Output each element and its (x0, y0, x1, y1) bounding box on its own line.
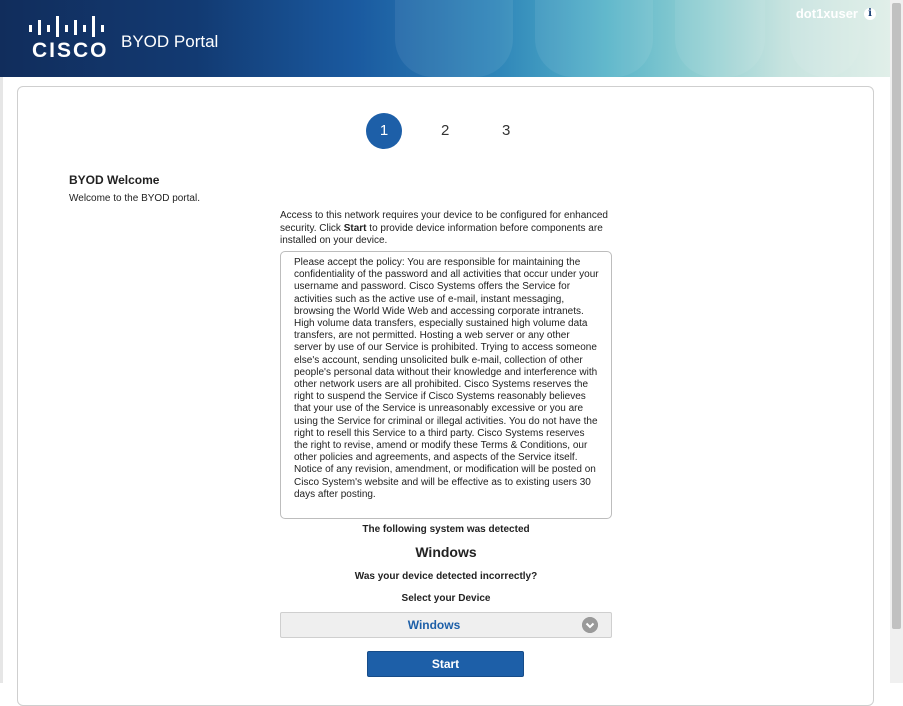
intro-text (280, 210, 610, 248)
welcome-text: Welcome to the BYOD portal. (69, 193, 200, 204)
scrollbar-thumb[interactable] (892, 3, 901, 629)
info-icon[interactable]: i (864, 8, 876, 20)
step-3: 3 (502, 122, 511, 139)
device-select[interactable] (280, 612, 612, 638)
cisco-wordmark: CISCO (32, 39, 109, 62)
header-decoration (395, 0, 513, 77)
intro-text-before: Access to this network requires your device to be configured for enhanced security. Click (280, 210, 608, 234)
cisco-logo (28, 16, 108, 62)
header-decoration (535, 0, 653, 77)
intro-text-after: to provide device information before components are installed on your device. (280, 222, 603, 246)
detected-system-label: The following system was detected (362, 524, 530, 535)
portal-header (0, 0, 890, 77)
header-decoration (675, 0, 765, 77)
left-gutter (0, 77, 3, 683)
intro-text-start: Start (343, 222, 367, 234)
user-menu[interactable] (796, 6, 876, 21)
welcome-heading: BYOD Welcome (69, 173, 160, 187)
chevron-down-icon[interactable] (582, 617, 598, 633)
step-indicator (366, 113, 526, 149)
username-label[interactable]: dot1xuser (795, 6, 858, 21)
detected-os: Windows (415, 544, 477, 560)
detected-incorrectly-label: Was your device detected incorrectly? (354, 571, 538, 582)
step-1: 1 (366, 113, 402, 149)
start-button[interactable]: Start (367, 651, 524, 677)
page-title: BYOD Portal (121, 32, 219, 51)
device-select-value[interactable]: Windows (407, 618, 461, 632)
step-2: 2 (441, 122, 450, 139)
select-device-label: Select your Device (401, 593, 491, 604)
cisco-logo-icon (28, 16, 104, 38)
policy-textarea[interactable]: Please accept the policy: You are responsible for maintaining the confidentiality of the password and all activities that occur under your username and password. Cisco Systems offers the Service for activities such as the active use of e-mail, instant messaging, browsing the World Wide Web and accessing corporate intranets. High volume data transfers, especially sustained high volume data transfers, are not permitted. Hosting a web server or any other server by use of our Service is prohibited. Trying to access someone else's account, sending unsolicited bulk e-mail, collection of other people's personal data without their knowledge and interference with other network users are all prohibited. Cisco Systems reserves the right to suspend the Service if Cisco Systems reasonably believes that your use of the Service is unreasonably excessive or you are using the Service for criminal or illegal activities. You do not have the right to resell this Service to a third party. Cisco Systems reserves the right to revise, amend or modify these Terms & Conditions, our other policies and agreements, and aspects of the Service itself. Notice of any revision, amendment, or modification will be posted on Cisco System's website and will be effective as to existing users 30 days after posting. (280, 251, 612, 519)
scrollbar[interactable] (890, 0, 903, 683)
